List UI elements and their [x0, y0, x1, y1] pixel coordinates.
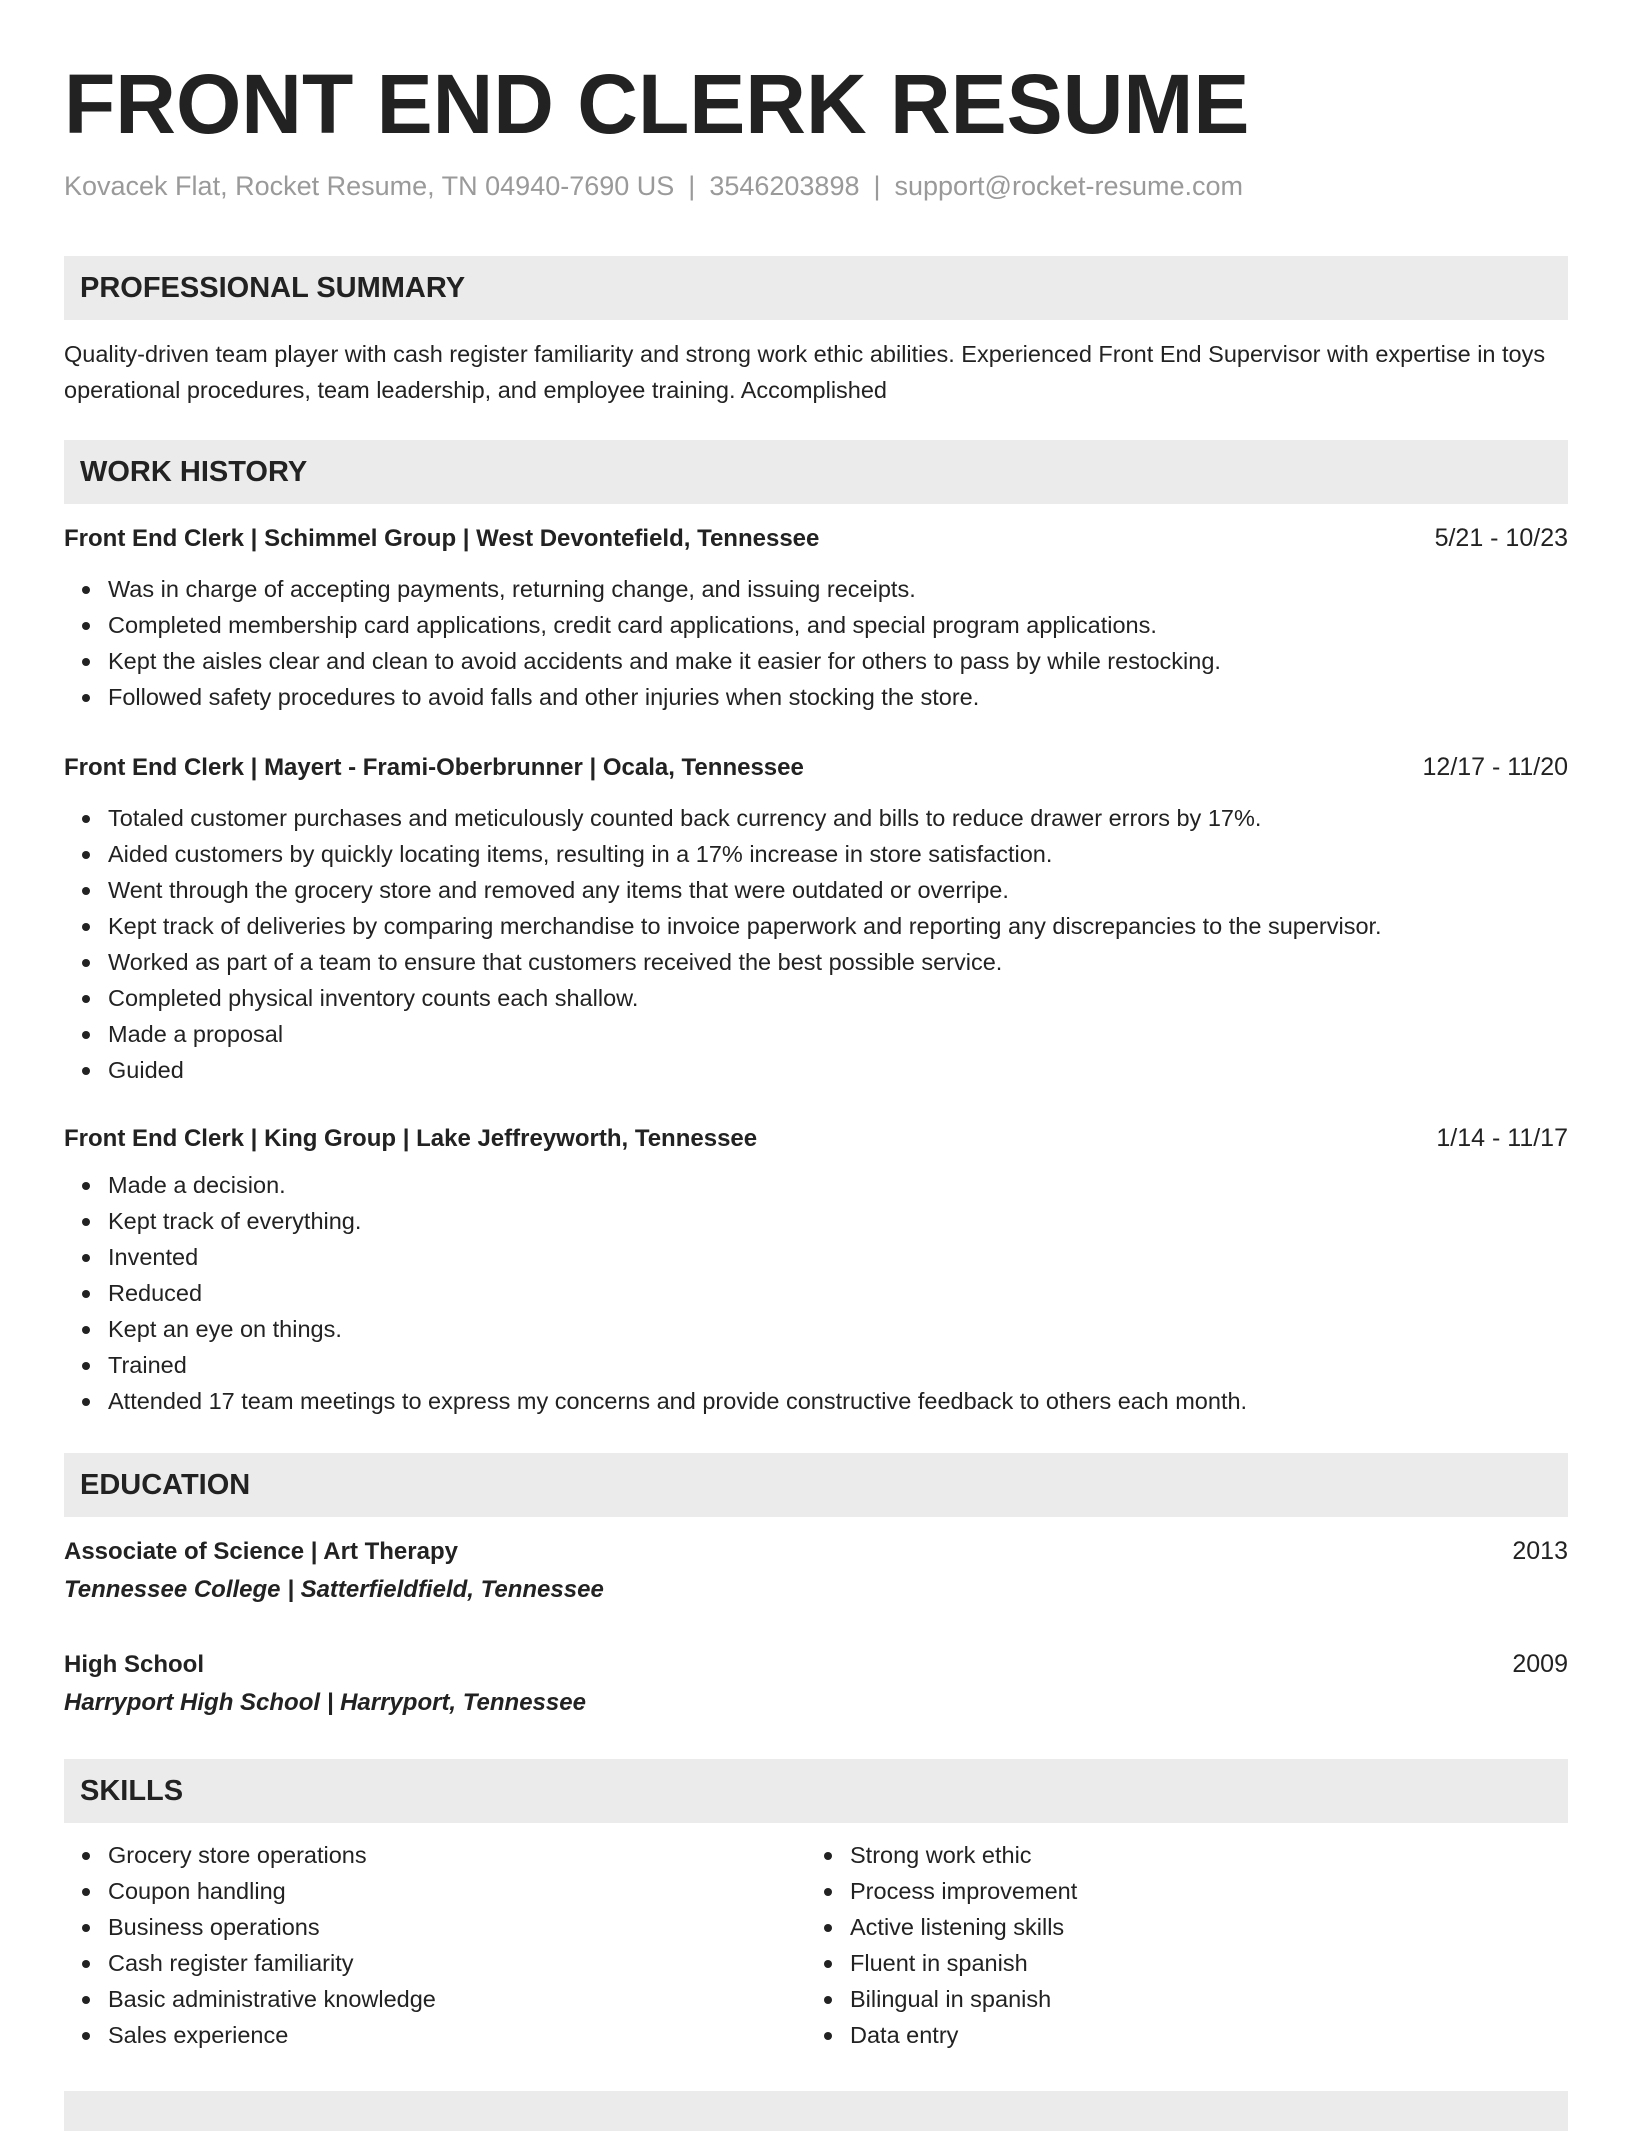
- job-bullet: Followed safety procedures to avoid falls and other injuries when stocking the store.: [64, 679, 1568, 715]
- skill-item: Business operations: [64, 1909, 806, 1945]
- skill-item: Cash register familiarity: [64, 1945, 806, 1981]
- job-bullet: Worked as part of a team to ensure that customers received the best possible service.: [64, 944, 1568, 980]
- job-bullet: Invented: [64, 1239, 1568, 1275]
- job-bullets: [64, 1167, 1568, 1419]
- job-bullet: Aided customers by quickly locating items, resulting in a 17% increase in store satisfaction.: [64, 836, 1568, 872]
- job-bullet: Kept track of deliveries by comparing merchandise to invoice paperwork and reporting any discrepancies to the supervisor.: [64, 908, 1568, 944]
- resume-page: [64, 0, 1568, 2131]
- job-bullet: Guided: [64, 1052, 1568, 1088]
- job-entry: [64, 520, 1568, 715]
- summary-text: Quality-driven team player with cash register familiarity and strong work ethic abilities. Experienced Front End Supervisor with expertise in toys operational procedures, team leadership, and employee training. Accomplished: [64, 341, 1546, 403]
- section-header-work-history: WORK HISTORY: [64, 440, 1568, 504]
- job-bullet: Went through the grocery store and removed any items that were outdated or overripe.: [64, 872, 1568, 908]
- job-dates: 12/17 - 11/20: [1422, 753, 1568, 781]
- education-degree: Associate of Science | Art Therapy: [64, 1538, 458, 1565]
- skill-item: Data entry: [806, 2017, 1548, 2053]
- skills-column-left: [64, 1837, 806, 2053]
- job-title: Front End Clerk | Schimmel Group | West Devontefield, Tennessee: [64, 525, 820, 552]
- job-bullets: [64, 800, 1568, 1088]
- job-entry: [64, 1120, 1568, 1419]
- job-bullet: Kept the aisles clear and clean to avoid accidents and make it easier for others to pass by while restocking.: [64, 643, 1568, 679]
- job-header: [64, 749, 1568, 786]
- job-bullet: Completed physical inventory counts each shallow.: [64, 980, 1568, 1016]
- job-bullets: [64, 571, 1568, 715]
- job-bullet: Kept an eye on things.: [64, 1311, 1568, 1347]
- job-header: [64, 1120, 1568, 1157]
- job-bullet: Was in charge of accepting payments, returning change, and issuing receipts.: [64, 571, 1568, 607]
- section-header-summary: PROFESSIONAL SUMMARY: [64, 256, 1568, 320]
- education-school: Tennessee College | Satterfieldfield, Tennessee: [64, 1576, 604, 1603]
- job-bullet: Completed membership card applications, credit card applications, and special program applications.: [64, 607, 1568, 643]
- education-header: [64, 1646, 1568, 1683]
- job-header: [64, 520, 1568, 557]
- next-section-header-bar: [64, 2091, 1568, 2131]
- education-year: 2009: [1512, 1650, 1568, 1678]
- skill-item: Sales experience: [64, 2017, 806, 2053]
- education-degree: High School: [64, 1651, 204, 1678]
- skill-item: Fluent in spanish: [806, 1945, 1548, 1981]
- education-header: [64, 1533, 1568, 1570]
- job-bullet: Reduced: [64, 1275, 1568, 1311]
- education-year: 2013: [1512, 1537, 1568, 1565]
- job-title: Front End Clerk | King Group | Lake Jeffreyworth, Tennessee: [64, 1125, 758, 1152]
- education-entry: [64, 1533, 1568, 1608]
- job-bullet: Attended 17 team meetings to express my concerns and provide constructive feedback to others each month.: [64, 1383, 1568, 1419]
- resume-title: FRONT END CLERK RESUME: [64, 57, 1250, 151]
- contact-separator: |: [688, 171, 696, 201]
- skill-item: Bilingual in spanish: [806, 1981, 1548, 2017]
- skill-item: Active listening skills: [806, 1909, 1548, 1945]
- education-entry: [64, 1646, 1568, 1721]
- contact-line: [64, 168, 1568, 204]
- section-header-skills: SKILLS: [64, 1759, 1568, 1823]
- skill-item: Coupon handling: [64, 1873, 806, 1909]
- contact-address: Kovacek Flat, Rocket Resume, TN 04940-7690 US: [64, 171, 675, 201]
- skills-column-right: [806, 1837, 1548, 2053]
- job-bullet: Kept track of everything.: [64, 1203, 1568, 1239]
- job-bullet: Made a proposal: [64, 1016, 1568, 1052]
- job-entry: [64, 749, 1568, 1088]
- contact-email: support@rocket-resume.com: [894, 171, 1244, 201]
- skill-item: Basic administrative knowledge: [64, 1981, 806, 2017]
- job-title: Front End Clerk | Mayert - Frami-Oberbrunner | Ocala, Tennessee: [64, 754, 804, 781]
- skill-item: Grocery store operations: [64, 1837, 806, 1873]
- skills-list: [64, 1837, 1568, 2053]
- contact-separator: |: [873, 171, 881, 201]
- job-bullet: Made a decision.: [64, 1167, 1568, 1203]
- skill-item: Strong work ethic: [806, 1837, 1548, 1873]
- job-bullet: Totaled customer purchases and meticulously counted back currency and bills to reduce drawer errors by 17%.: [64, 800, 1568, 836]
- skill-item: Process improvement: [806, 1873, 1548, 1909]
- contact-phone: 3546203898: [709, 171, 860, 201]
- education-school: Harryport High School | Harryport, Tennessee: [64, 1689, 586, 1716]
- section-header-education: EDUCATION: [64, 1453, 1568, 1517]
- job-bullet: Trained: [64, 1347, 1568, 1383]
- job-dates: 5/21 - 10/23: [1434, 524, 1568, 552]
- job-dates: 1/14 - 11/17: [1436, 1124, 1568, 1152]
